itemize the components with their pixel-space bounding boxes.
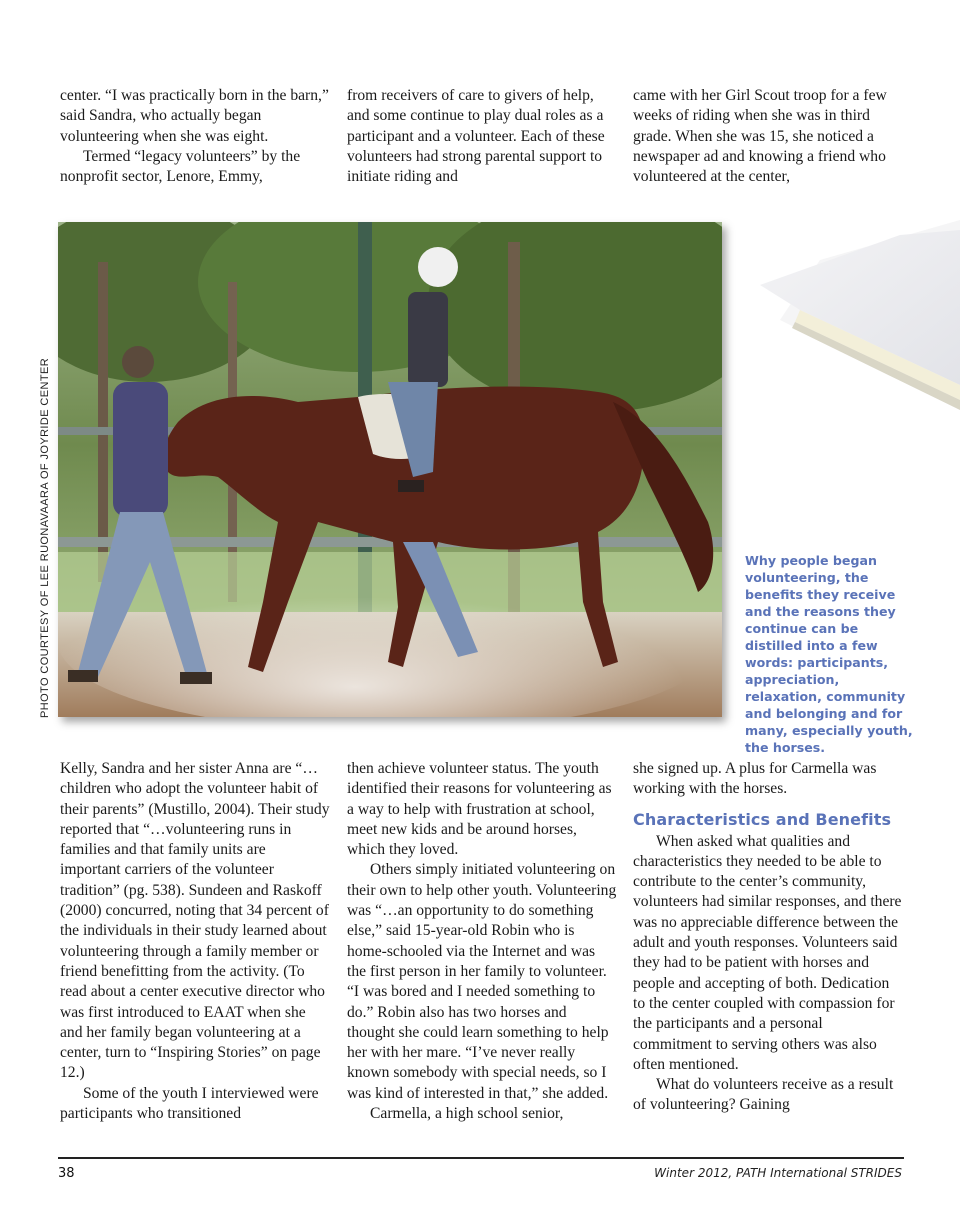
paragraph: then achieve volunteer status. The youth identified their reasons for volunteering as a way to help with frustration at school, meet new kids and be around horses, which they loved. xyxy=(347,760,612,859)
top-column-1 xyxy=(60,86,330,187)
section-heading: Characteristics and Benefits xyxy=(633,809,892,829)
paragraph: What do volunteers receive as a result of volunteering? Gaining xyxy=(633,1076,894,1114)
paragraph: she signed up. A plus for Carmella was working with the horses. xyxy=(633,760,877,798)
horse-riding-photo xyxy=(58,222,722,717)
publication-footer: Winter 2012, PATH International STRIDES xyxy=(654,1166,902,1180)
paragraph: Some of the youth I interviewed were participants who transitioned xyxy=(60,1084,319,1123)
footer-rule xyxy=(58,1157,904,1159)
photo-credit: PHOTO COURTESY OF LEE RUONAVAARA OF JOYRIDE CENTER xyxy=(39,357,51,718)
paragraph: from receivers of care to givers of help, and some continue to play dual roles as a participant and a volunteer. Each of these volunteers had strong parental support to initiate riding and xyxy=(347,87,605,186)
paragraph: When asked what qualities and characteristics they needed to be able to contribute to the center’s community, volunteers had similar responses, and there was no appreciable difference between the adult and youth responses. Volunteers said they had to be patient with horses and people and accepting of both. Dedication to the center coupled with compassion for the participants and a personal commitment to serving others was also often mentioned. xyxy=(633,832,902,1073)
bottom-column-1 xyxy=(60,759,330,1124)
bottom-column-3 xyxy=(633,759,905,1116)
paragraph: center. “I was practically born in the barn,” said Sandra, who actually began volunteering when she was eight. xyxy=(60,87,329,145)
paragraph: came with her Girl Scout troop for a few weeks of riding when she was in third grade. When she was 15, she noticed a newspaper ad and knowing a friend who volunteered at the center, xyxy=(633,87,887,186)
top-column-3 xyxy=(633,86,905,187)
top-column-2 xyxy=(347,86,609,187)
paragraph: Others simply initiated volunteering on their own to help other youth. Volunteering was “…an opportunity to do something else,” said 15-year-old Robin who is home-schooled via the Internet and was the first person in her family to volunteer. “I was bored and I needed something to do.” Robin also has two horses and thought she could learn something to help her with her mare. “I’ve never really known somebody with special needs, so I was kind of interested in that,” she added. xyxy=(347,861,617,1102)
paragraph: Termed “legacy volunteers” by the nonprofit sector, Lenore, Emmy, xyxy=(60,147,301,186)
bottom-column-2 xyxy=(347,759,617,1124)
book-decoration xyxy=(760,200,960,430)
photo-caption: Why people began volunteering, the benefits they receive and the reasons they continue can be distilled into a few words: participants, appreciation, relaxation, community and belonging and for many, especially youth, the horses. xyxy=(745,553,913,755)
page-number: 38 xyxy=(58,1166,75,1181)
paragraph: Kelly, Sandra and her sister Anna are “…children who adopt the volunteer habit of their parents” (Mustillo, 2004). Their study reported that “…volunteering runs in families and that family units are important carriers of the volunteer tradition” (pg. 538). Sundeen and Raskoff (2000) concurred, noting that 34 percent of the individuals in their study learned about volunteering through a family member or friend benefitting from the activity. (To read about a center executive director who was first introduced to EAAT when she and her family began volunteering at a center, turn to “Inspiring Stories” on page 12.) xyxy=(60,760,330,1082)
paragraph: Carmella, a high school senior, xyxy=(370,1105,564,1123)
